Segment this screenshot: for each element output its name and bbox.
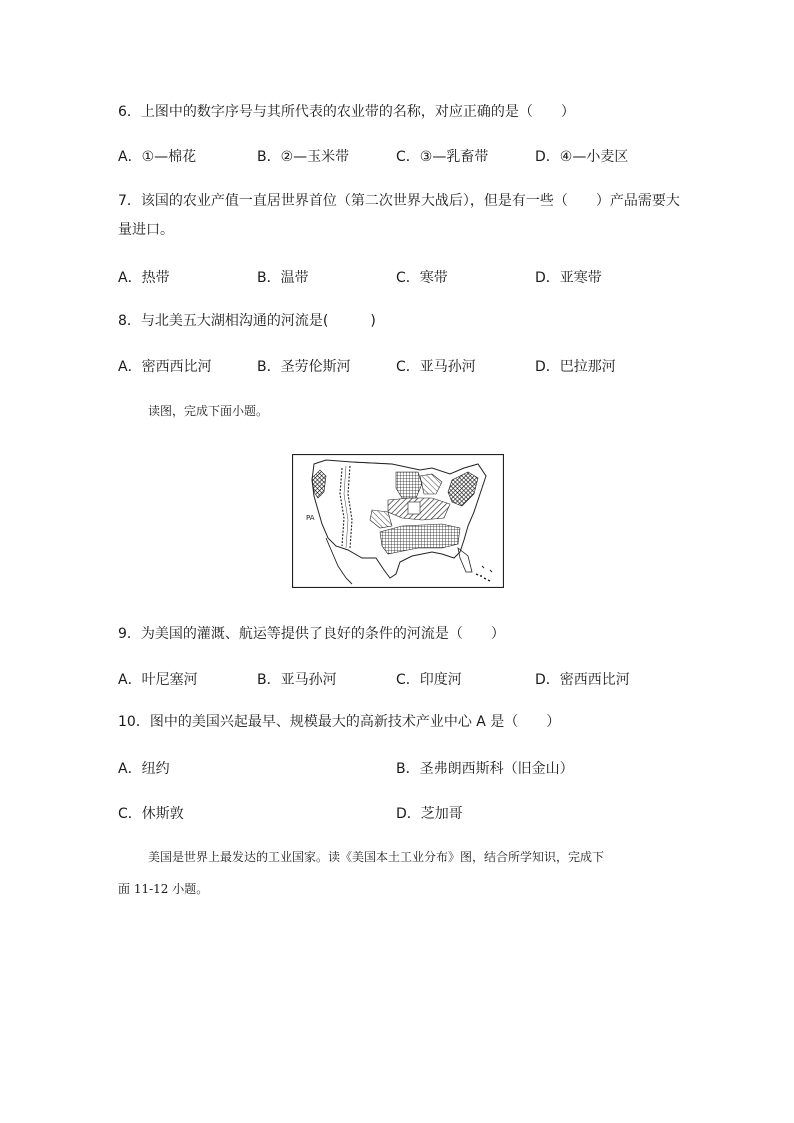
- option-b[interactable]: B．亚马孙河: [257, 672, 337, 688]
- question-10-options-row1: [118, 758, 718, 780]
- option-c[interactable]: C．印度河: [396, 672, 462, 688]
- option-a[interactable]: A．热带: [118, 270, 170, 286]
- question-8-stem: 8．与北美五大湖相沟通的河流是( ): [118, 313, 376, 329]
- usa-agriculture-map: [292, 454, 504, 588]
- option-d[interactable]: D．密西西比河: [535, 672, 630, 688]
- option-c[interactable]: C．亚马孙河: [396, 359, 476, 375]
- option-b[interactable]: B．圣弗朗西斯科（旧金山）: [396, 761, 574, 777]
- map-label-pa: PA: [306, 514, 315, 522]
- option-b[interactable]: B．温带: [257, 270, 309, 286]
- option-a[interactable]: A．密西西比河: [118, 359, 212, 375]
- option-d[interactable]: D．芝加哥: [396, 806, 463, 822]
- option-a[interactable]: A．纽约: [118, 761, 170, 777]
- option-a[interactable]: A．叶尼塞河: [118, 672, 198, 688]
- question-10-options-row2: [118, 803, 718, 825]
- question-8-options: [118, 356, 718, 378]
- question-6-options: [118, 146, 718, 168]
- section-intro-line2: 面 11-12 小题。: [118, 882, 209, 896]
- option-d[interactable]: D．④—小麦区: [535, 149, 629, 165]
- question-7-stem-line1: 7．该国的农业产值一直居世界首位（第二次世界大战后），但是有一些（ ）产品需要大: [118, 193, 680, 209]
- question-9-stem: 9．为美国的灌溉、航运等提供了良好的条件的河流是（ ）: [118, 626, 505, 642]
- option-b[interactable]: B．圣劳伦斯河: [257, 359, 351, 375]
- question-6-stem: 6．上图中的数字序号与其所代表的农业带的名称，对应正确的是（ ）: [118, 104, 575, 120]
- question-7-stem: [118, 187, 680, 245]
- option-d[interactable]: D．巴拉那河: [535, 359, 616, 375]
- option-a[interactable]: A．①—棉花: [118, 149, 197, 165]
- option-b[interactable]: B．②—玉米带: [257, 149, 350, 165]
- corn-belt-box: [408, 502, 420, 514]
- question-7-options: [118, 267, 718, 289]
- option-d[interactable]: D．亚寒带: [535, 270, 602, 286]
- section-intro-line1: 美国是世界上最发达的工业国家。读《美国本土工业分布》图，结合所学知识，完成下: [148, 850, 605, 864]
- option-c[interactable]: C．③—乳畜带: [396, 149, 489, 165]
- question-10-stem: 10．图中的美国兴起最早、规模最大的高新技术产业中心 A 是（ ）: [118, 714, 561, 730]
- reading-instruction: 读图，完成下面小题。: [148, 404, 269, 418]
- option-c[interactable]: C．寒带: [396, 270, 448, 286]
- option-c[interactable]: C．休斯敦: [118, 806, 184, 822]
- question-9-options: [118, 669, 718, 691]
- question-7-stem-line2: 量进口。: [118, 222, 174, 238]
